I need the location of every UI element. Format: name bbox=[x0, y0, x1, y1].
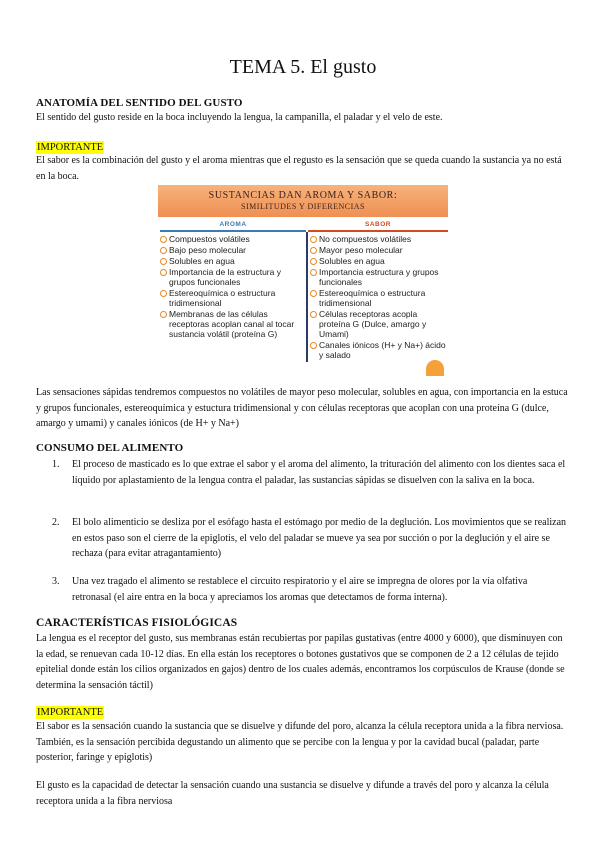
bullet-circle-icon bbox=[310, 311, 317, 318]
list-item bbox=[52, 515, 568, 562]
importante-label: IMPORTANTE bbox=[37, 707, 104, 718]
aroma-item: Compuestos volátiles bbox=[160, 234, 304, 244]
aroma-list bbox=[160, 234, 304, 340]
sabor-item: Células receptoras acopla proteína G (Dulce, amargo y Umami) bbox=[310, 309, 448, 339]
bullet-circle-icon bbox=[310, 258, 317, 265]
step-number: 2. bbox=[52, 517, 60, 528]
bullet-circle-icon bbox=[310, 247, 317, 254]
sabor-item: Estereoquímica o estructura tridimensional bbox=[310, 288, 448, 308]
figure-title-line2: SIMILITUDES Y DIFERENCIAS bbox=[241, 202, 365, 211]
figure-title-banner bbox=[158, 185, 448, 217]
sabor-list bbox=[310, 234, 448, 361]
step-number: 3. bbox=[52, 576, 60, 587]
aroma-item: Estereoquímica o estructura tridimensional bbox=[160, 288, 304, 308]
step-text: El proceso de masticado es lo que extrae el sabor y el aroma del alimento, la trituración del alimento con los dientes saca el líquido por aplastamiento de la lengua contra el paladar, las sustancias sápidas se disuelven con la saliva en la boca. bbox=[72, 459, 566, 486]
sabor-item: Solubles en agua bbox=[310, 256, 448, 266]
importante-paragraph: El sabor es la sensación cuando la sustancia que se disuelve y difunde del poro, alcanza la célula receptora unida a la fibra nerviosa. También, es la sensación percibida degustando un alimento que se percibe con la lengua y por la cavidad bucal (paladar, parte posterior, faringe y epiglotis) bbox=[36, 721, 564, 764]
aroma-item: Solubles en agua bbox=[160, 256, 304, 266]
bullet-circle-icon bbox=[160, 290, 167, 297]
bullet-circle-icon bbox=[160, 269, 167, 276]
aroma-item: Bajo peso molecular bbox=[160, 245, 304, 255]
anatomia-paragraph: El sentido del gusto reside en la boca incluyendo la lengua, la campanilla, el paladar y el velo de este. bbox=[36, 112, 443, 123]
step-text: Una vez tragado el alimento se restablece el circuito respiratorio y el aire se impregna de olores por la vía olfativa retronasal (el aire entra en la boca y apreciamos los aromas que detectamos de forma interna). bbox=[72, 576, 528, 603]
bullet-circle-icon bbox=[310, 290, 317, 297]
aroma-item: Importancia de la estructura y grupos funcionales bbox=[160, 267, 304, 287]
importante-label: IMPORTANTE bbox=[37, 142, 104, 153]
list-item bbox=[52, 574, 568, 605]
gusto-definition-paragraph: El gusto es la capacidad de detectar la sensación cuando una sustancia se disuelve y difunde a través del poro y alcanza la célula receptora unida a la fibra nerviosa bbox=[36, 780, 549, 807]
bullet-circle-icon bbox=[310, 342, 317, 349]
sensaciones-paragraph: Las sensaciones sápidas tendremos compuestos no volátiles de mayor peso molecular, solubles en agua, con importancia en la estuca y grupos funcionales, estereoquímica y estuctura tridimensional y con células receptoras que acoplan con una proteína G (dulce, amargo y umami) y canales iónicos (de H+ y Na+) bbox=[36, 387, 568, 430]
bullet-circle-icon bbox=[160, 236, 167, 243]
list-item bbox=[52, 457, 568, 488]
sabor-underline bbox=[308, 230, 448, 232]
sabor-item: No compuestos volátiles bbox=[310, 234, 448, 244]
bullet-circle-icon bbox=[160, 258, 167, 265]
section-heading-caracteristicas: CARACTERÍSTICAS FISIOLÓGICAS bbox=[36, 617, 238, 629]
decorative-orange-circle-icon bbox=[426, 360, 444, 376]
aroma-underline bbox=[160, 230, 306, 232]
aroma-column-label: AROMA bbox=[219, 221, 247, 228]
caracteristicas-paragraph: La lengua es el receptor del gusto, sus membranas están recubiertas por papilas gustativas (entre 4000 y 6000), que disminuyen con la edad, se renuevan cada 10-12 días. En ella están los receptores o botones gustativos que se componen de 2 a 12 células de tejido epitelial donde están los cilios organizados en gajos) dentro de los cuales además, encontramos los corpúsculos de Krause (donde se determina la sensación táctil) bbox=[36, 633, 565, 691]
importante-paragraph: El sabor es la combinación del gusto y el aroma mientras que el regusto es la sensación que se queda cuando la sustancia ya no está en la boca. bbox=[36, 155, 562, 182]
aroma-item: Membranas de las células receptoras acoplan canal al tocar sustancia volátil (proteína G) bbox=[160, 309, 304, 339]
bullet-circle-icon bbox=[310, 269, 317, 276]
step-number: 1. bbox=[52, 459, 60, 470]
section-heading-anatomia: ANATOMÍA DEL SENTIDO DEL GUSTO bbox=[36, 97, 243, 109]
page-title: TEMA 5. El gusto bbox=[229, 56, 377, 78]
section-heading-consumo: CONSUMO DEL ALIMENTO bbox=[36, 442, 184, 454]
bullet-circle-icon bbox=[160, 311, 167, 318]
sabor-item: Mayor peso molecular bbox=[310, 245, 448, 255]
column-divider bbox=[306, 232, 308, 362]
sabor-item: Canales iónicos (H+ y Na+) ácido y salado bbox=[310, 340, 448, 360]
figure-title-line1: SUSTANCIAS DAN AROMA Y SABOR: bbox=[208, 190, 398, 201]
bullet-circle-icon bbox=[160, 247, 167, 254]
sabor-column-label: SABOR bbox=[365, 221, 391, 228]
bullet-circle-icon bbox=[310, 236, 317, 243]
sabor-item: Importancia estructura y grupos funcionales bbox=[310, 267, 448, 287]
step-text: El bolo alimenticio se desliza por el esófago hasta el estómago por medio de la deglución. Los movimientos que se realizan en estos paso son el cierre de la epiglotis, el velo del paladar se mueve ya sea por succión o por la deglución y el aire se rechaza (para evitar atragantamiento) bbox=[72, 517, 567, 560]
aroma-sabor-figure bbox=[156, 184, 450, 376]
